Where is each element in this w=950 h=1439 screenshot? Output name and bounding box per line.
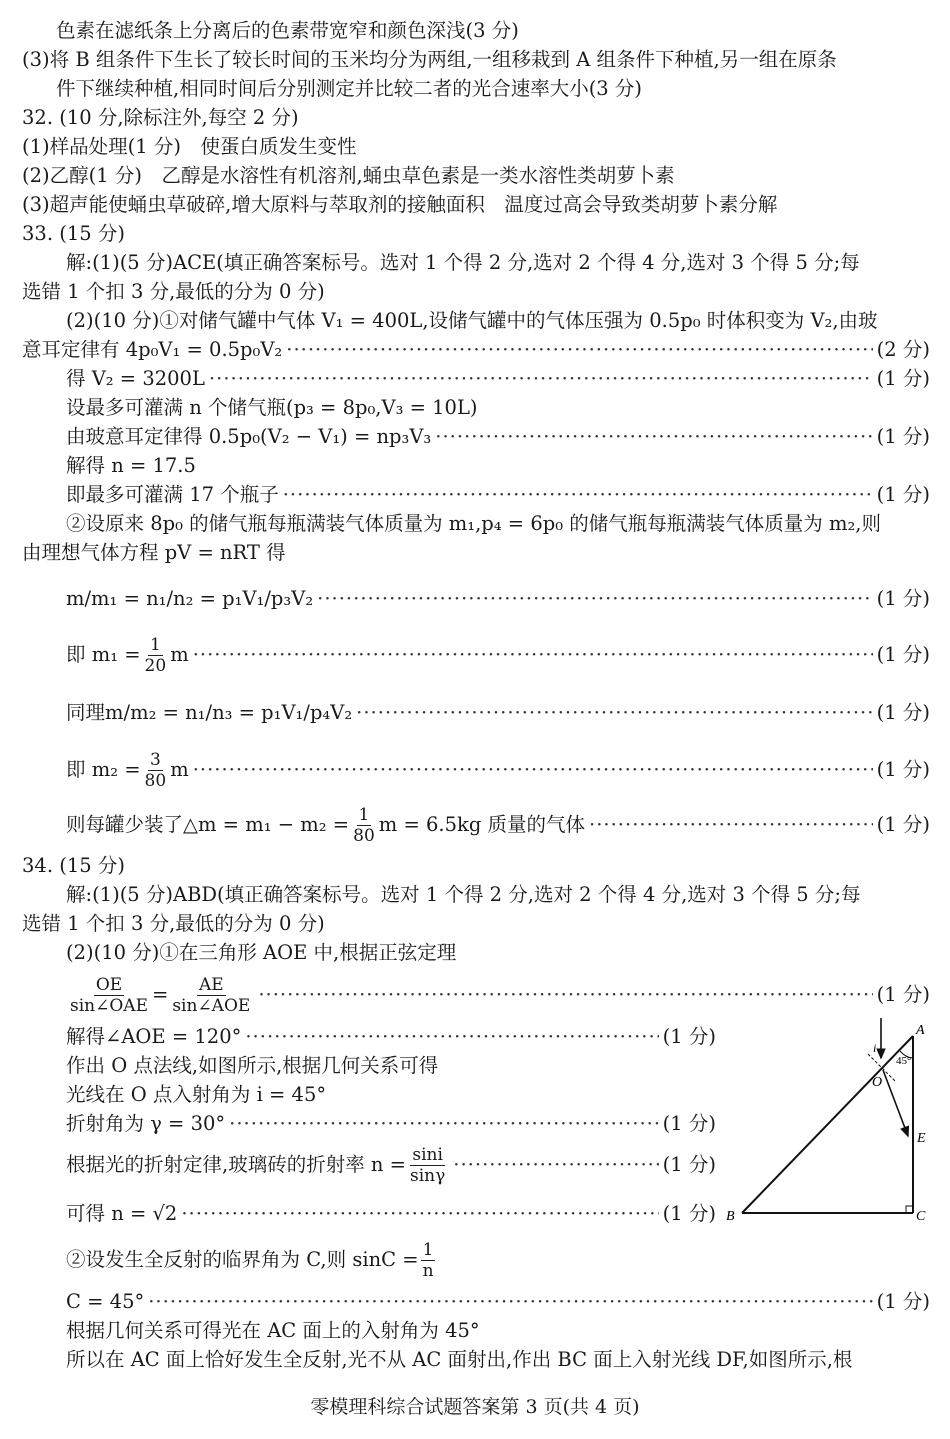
text-line: C = 45° — [66, 1290, 145, 1313]
score-label: (1 分) — [876, 367, 930, 390]
score-label: (2 分) — [876, 338, 930, 361]
text-line: (2)(10 分)①在三角形 AOE 中,根据正弦定理 — [66, 941, 457, 964]
fraction-numerator: OE — [95, 974, 123, 995]
leader-dots — [229, 1111, 659, 1137]
fraction — [68, 975, 150, 1016]
score-label: (1 分) — [662, 1025, 716, 1048]
leader-dots — [589, 812, 873, 838]
score-label: (1 分) — [876, 813, 930, 836]
leader-dots — [453, 1152, 658, 1178]
text-line: 解:(1)(5 分)ACE(填正确答案标号。选对 1 个得 2 分,选对 2 个得 4 分,选对 3 个得 5 分;每 — [66, 251, 860, 274]
fraction-denominator: 20 — [144, 655, 167, 676]
text-line: 折射角为 γ = 30° — [66, 1112, 226, 1135]
label-o: O — [872, 1075, 883, 1090]
leader-dots — [148, 1289, 872, 1315]
answer-row — [66, 366, 930, 392]
text-line: 解得∠AOE = 120° — [66, 1025, 242, 1048]
fraction-denominator: 80 — [144, 770, 167, 791]
right-angle-mark — [906, 1206, 913, 1213]
label-e: E — [917, 1131, 926, 1146]
fraction-denominator: sin∠OAE — [70, 995, 148, 1016]
text-line: 即 m₂ = — [66, 758, 141, 781]
label-a: A — [916, 1023, 925, 1038]
label-c: C — [916, 1209, 926, 1224]
text-line: (3)超声能使蛹虫草破碎,增大原料与萃取剂的接触面积 温度过高会导致类胡萝卜素分解 — [22, 193, 778, 216]
fraction-numerator: 1 — [149, 634, 161, 655]
text-line: 根据光的折射定律,玻璃砖的折射率 n = — [66, 1153, 406, 1176]
text-line: m = 6.5kg 质量的气体 — [378, 813, 586, 836]
fraction — [408, 1145, 447, 1186]
answer-row — [66, 424, 930, 450]
text-line: ②设原来 8p₀ 的储气瓶每瓶满装气体质量为 m₁,p₄ = 6p₀ 的储气瓶每瓶满装气体质量为 m₂,则 — [66, 512, 881, 535]
text-line: 根据几何关系可得光在 AC 面上的入射角为 45° — [66, 1319, 480, 1342]
fraction-numerator: AE — [198, 974, 224, 995]
equals-sign: = — [151, 983, 169, 1006]
text-line: 选错 1 个扣 3 分,最低的分为 0 分) — [22, 912, 325, 935]
label-b: B — [726, 1209, 735, 1224]
text-line: 设最多可灌满 n 个储气瓶(p₃ = 8p₀,V₃ = 10L) — [66, 396, 478, 419]
fraction — [143, 750, 169, 791]
text-line: 由玻意耳定律得 0.5p₀(V₂ − V₁) = np₃V₃ — [66, 425, 432, 448]
answer-row — [66, 630, 930, 680]
score-label: (1 分) — [876, 643, 930, 666]
answer-row — [66, 1024, 716, 1050]
question-heading: 32. (10 分,除标注外,每空 2 分) — [22, 106, 299, 129]
side-ab — [742, 1036, 913, 1213]
answer-row — [66, 688, 930, 738]
question-heading: 34. (15 分) — [22, 854, 125, 877]
score-label: (1 分) — [662, 1112, 716, 1135]
text-line: 所以在 AC 面上恰好发生全反射,光不从 AC 面射出,作出 BC 面上入射光线 DF,如图所示,根 — [66, 1348, 853, 1371]
score-label: (1 分) — [876, 983, 930, 1006]
fraction — [143, 635, 169, 676]
refracted-ray — [883, 1070, 908, 1136]
answer-row — [66, 800, 930, 850]
text-line: 由理想气体方程 pV = nRT 得 — [22, 541, 286, 564]
leader-dots — [286, 337, 872, 363]
leader-dots — [193, 757, 873, 783]
fraction — [421, 1240, 436, 1281]
answer-row — [66, 1236, 438, 1284]
text-line: 色素在滤纸条上分离后的色素带宽窄和颜色深浅(3 分) — [56, 19, 519, 42]
text-line: (1)样品处理(1 分) 使蛋白质发生变性 — [22, 135, 357, 158]
text-line: 作出 O 点法线,如图所示,根据几何关系可得 — [66, 1054, 439, 1077]
score-label: (1 分) — [662, 1153, 716, 1176]
text-line: 选错 1 个扣 3 分,最低的分为 0 分) — [22, 280, 325, 303]
question-heading: 33. (15 分) — [22, 222, 125, 245]
answer-row — [66, 1142, 716, 1188]
label-i: i — [873, 1041, 877, 1055]
fraction — [351, 805, 377, 846]
text-line: 即 m₁ = — [66, 643, 141, 666]
leader-dots — [181, 1201, 658, 1227]
leader-dots — [283, 482, 873, 508]
text-line: m — [170, 643, 189, 666]
fraction — [170, 975, 252, 1016]
text-line: 件下继续种植,相同时间后分别测定并比较二者的光合速率大小(3 分) — [56, 77, 643, 100]
text-line: 光线在 O 点入射角为 i = 45° — [66, 1083, 327, 1106]
score-label: (1 分) — [876, 483, 930, 506]
fraction-numerator: 1 — [422, 1239, 434, 1260]
leader-dots — [245, 1024, 658, 1050]
text-line: (2)(10 分)①对储气罐中气体 V₁ = 400L,设储气罐中的气体压强为 0.5p₀ 时体积变为 V₂,由玻 — [66, 309, 878, 332]
answer-row — [66, 745, 930, 795]
prism-diagram — [720, 1018, 940, 1228]
fraction-numerator: 3 — [149, 749, 161, 770]
leader-dots — [435, 424, 872, 450]
formula: m/m₁ = n₁/n₂ = p₁V₁/p₃V₂ — [66, 587, 314, 610]
text-line: 意耳定律有 4p₀V₁ = 0.5p₀V₂ — [22, 338, 283, 361]
answer-row — [66, 574, 930, 624]
leader-dots — [356, 700, 873, 726]
text-line: 则每罐少装了△m = m₁ − m₂ = — [66, 813, 350, 836]
formula: m/m₂ = n₁/n₃ = p₁V₁/p₄V₂ — [105, 701, 353, 724]
answer-row — [22, 337, 930, 363]
score-label: (1 分) — [876, 1290, 930, 1313]
page-footer: 零模理科综合试题答案第 3 页(共 4 页) — [310, 1396, 640, 1418]
text-line: 得 V₂ = 3200L — [66, 367, 205, 390]
leader-dots — [258, 982, 872, 1008]
score-label: (1 分) — [876, 587, 930, 610]
fraction-denominator: 80 — [353, 825, 375, 846]
text-line: 可得 n = √2 — [66, 1202, 178, 1225]
text-line: (2)乙醇(1 分) 乙醇是水溶性有机溶剂,蛹虫草色素是一类水溶性类胡萝卜素 — [22, 164, 675, 187]
fraction-denominator: sin∠AOE — [172, 995, 251, 1016]
fraction-denominator: n — [422, 1260, 434, 1281]
answer-row — [66, 970, 930, 1020]
score-label: (1 分) — [876, 425, 930, 448]
text-line: 即最多可灌满 17 个瓶子 — [66, 483, 279, 506]
text-line: 解:(1)(5 分)ABD(填正确答案标号。选对 1 个得 2 分,选对 2 个得 4 分,选对 3 个得 5 分;每 — [66, 883, 861, 906]
score-label: (1 分) — [876, 701, 930, 724]
fraction-denominator: sinγ — [410, 1165, 446, 1186]
leader-dots — [209, 366, 873, 392]
text-line: 同理 — [66, 701, 106, 724]
score-label: (1 分) — [662, 1202, 716, 1225]
leader-dots — [317, 586, 873, 612]
fraction-numerator: sini — [412, 1144, 443, 1165]
fraction-numerator: 1 — [358, 804, 370, 825]
label-angle: 45° — [896, 1055, 912, 1067]
score-label: (1 分) — [876, 758, 930, 781]
text-line: (3)将 B 组条件下生长了较长时间的玉米均分为两组,一组移栽到 A 组条件下种植,另一组在原条 — [22, 48, 837, 71]
text-line: m — [170, 758, 189, 781]
text-line: 解得 n = 17.5 — [66, 454, 196, 477]
answer-row — [66, 1201, 716, 1227]
answer-row — [66, 1111, 716, 1137]
answer-row — [66, 482, 930, 508]
text-line: ②设发生全反射的临界角为 C,则 sinC = — [66, 1248, 419, 1271]
leader-dots — [193, 642, 873, 668]
answer-row — [66, 1289, 930, 1315]
